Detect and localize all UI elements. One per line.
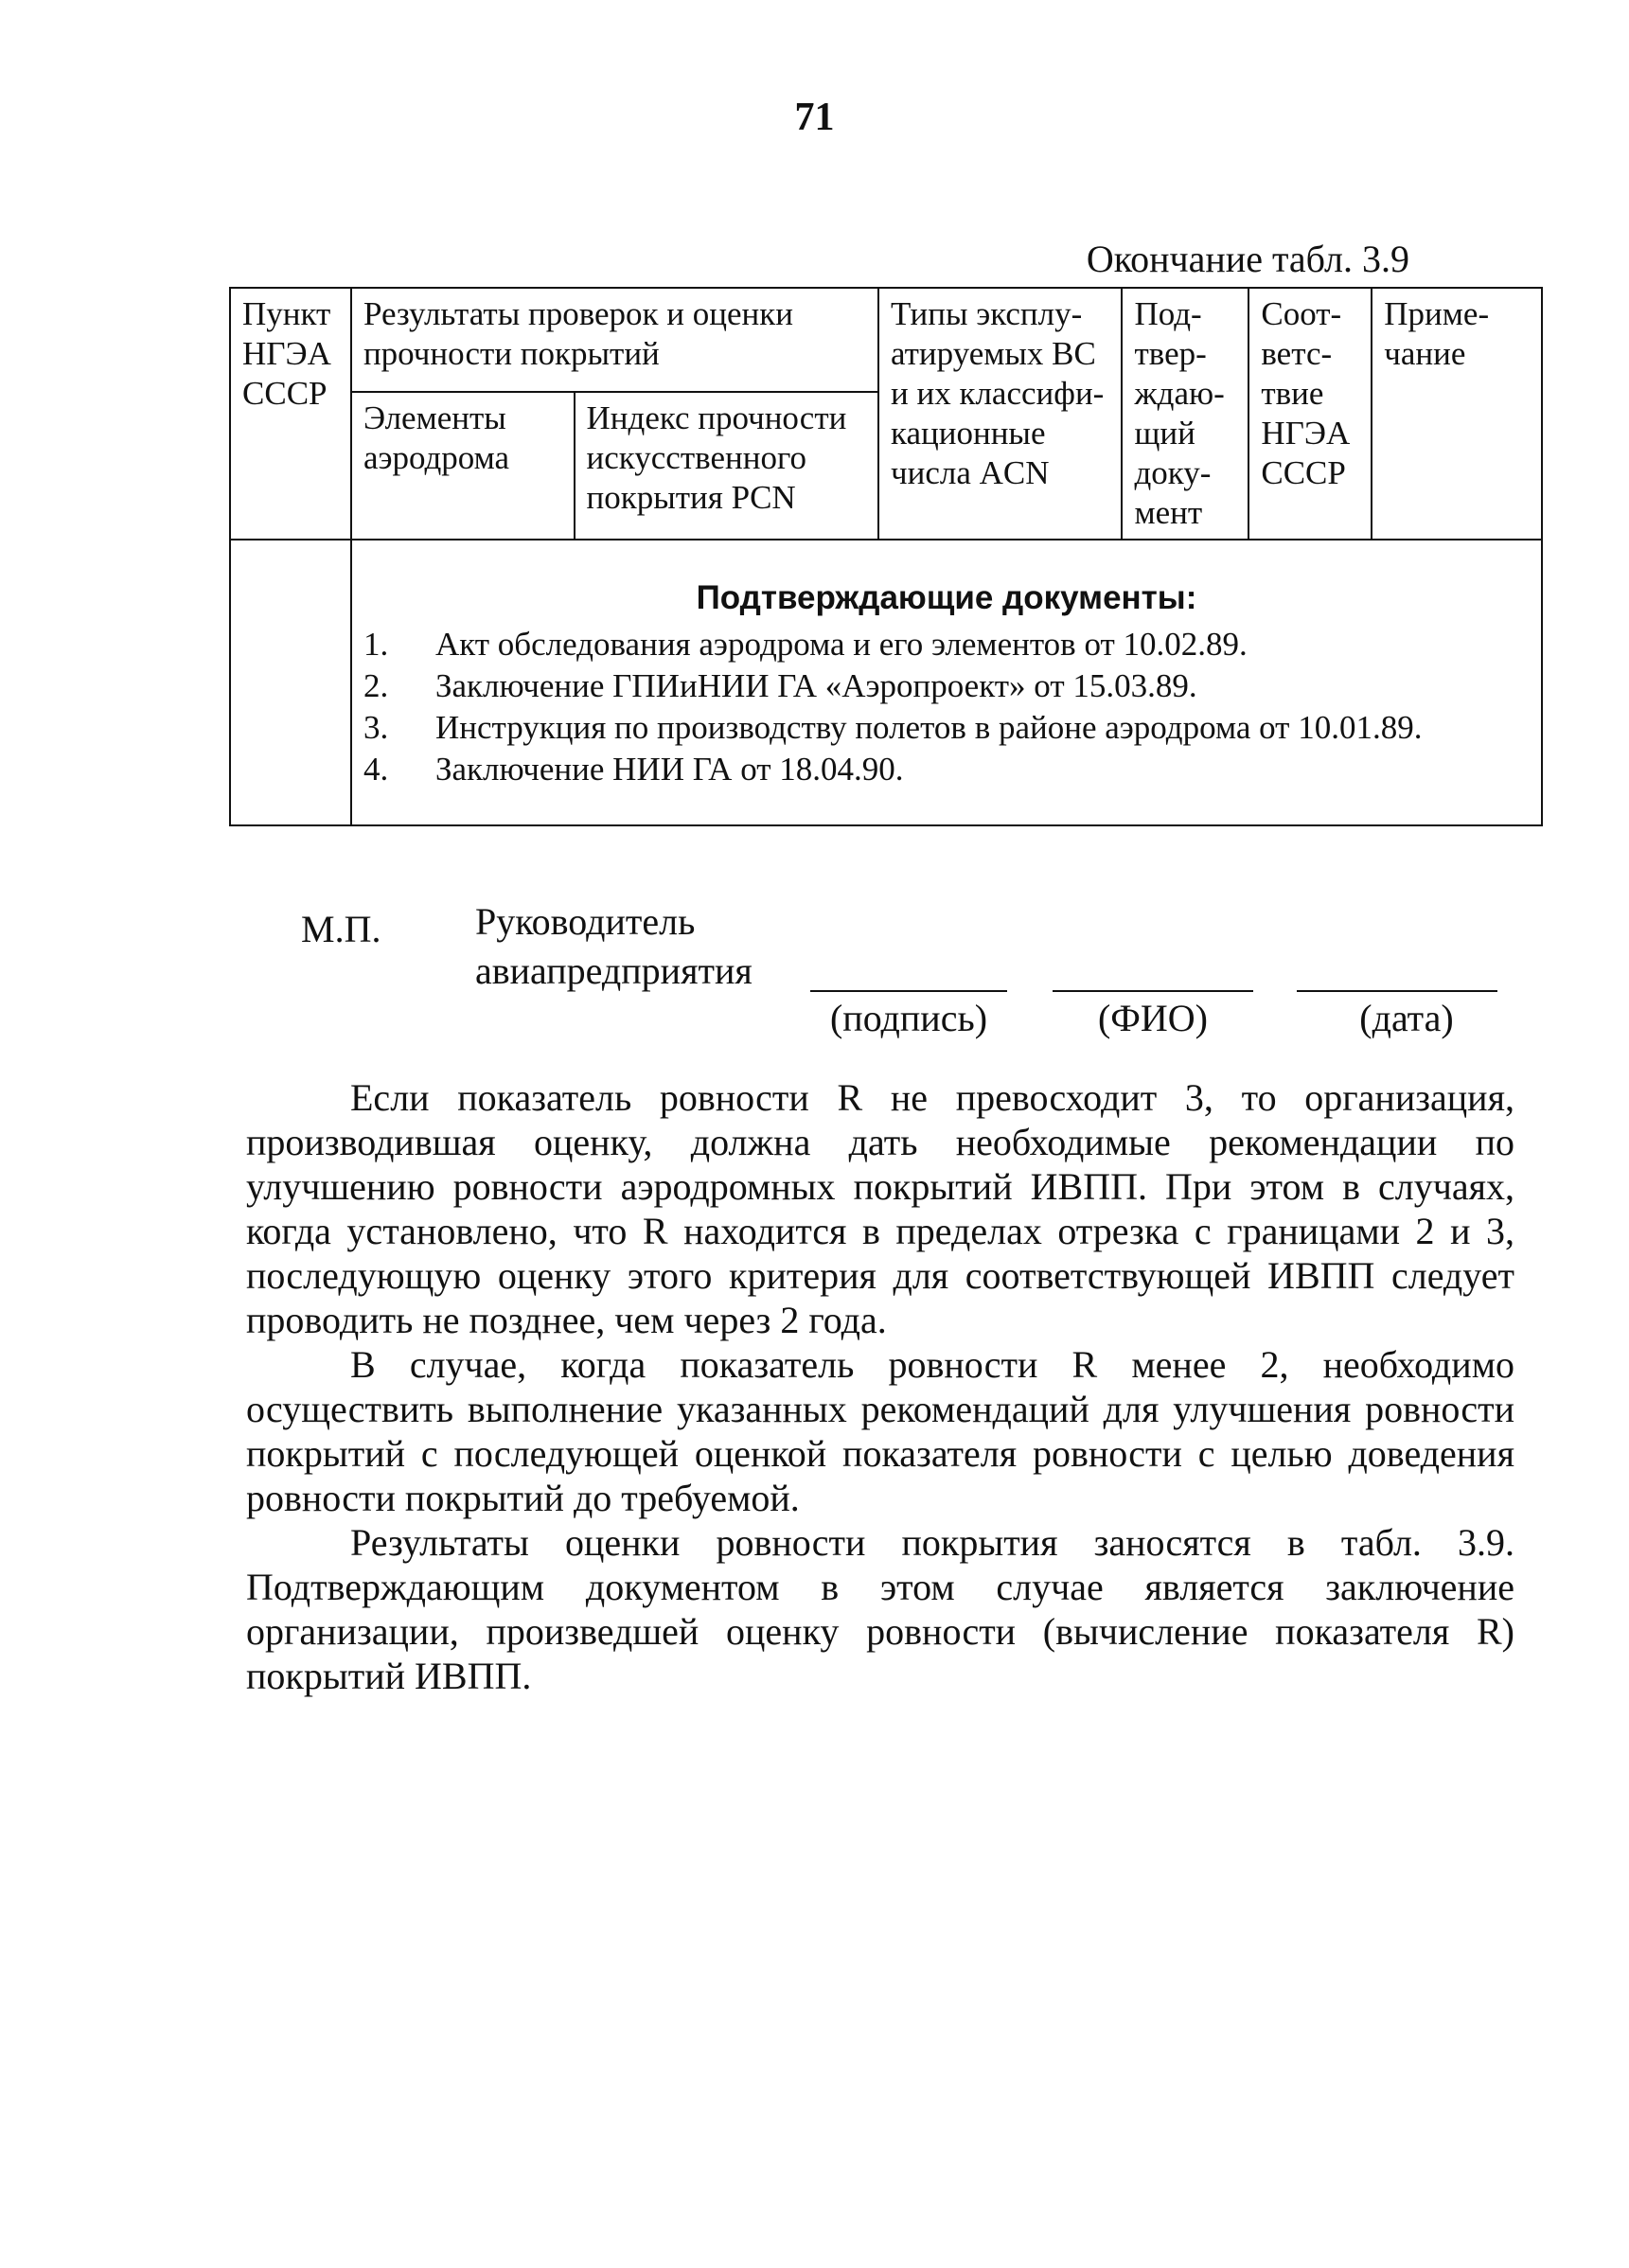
head-title	[475, 897, 753, 996]
document-number: 1.	[363, 626, 389, 663]
header-results: Результаты проверок и оценки прочности покрытий	[351, 288, 878, 392]
document-number: 2.	[363, 667, 389, 704]
document-item	[363, 665, 1530, 707]
signature-line	[810, 990, 1007, 992]
document-item	[363, 624, 1530, 665]
header-point: Пункт НГЭА СССР	[230, 288, 351, 540]
name-line	[1053, 990, 1253, 992]
signature-label: (подпись)	[829, 997, 988, 1039]
table-documents-row	[230, 540, 1542, 825]
paragraph: Результаты оценки ровности покрытия заносятся в табл. 3.9. Подтверждающим документом в этом случае является заключение организации, произведшей оценку ровности (вычисление показателя R) покрытий ИВПП.	[246, 1521, 1514, 1697]
header-aircraft: Типы эксплу-атируемых ВС и их классифи-кационные числа ACN	[878, 288, 1122, 540]
empty-point-cell	[230, 540, 351, 825]
header-note: Приме-чание	[1372, 288, 1542, 540]
document-text: Инструкция по производству полетов в районе аэродрома от 10.01.89.	[434, 709, 1423, 746]
document-item	[363, 707, 1530, 749]
paragraph: Если показатель ровности R не превосходит 3, то организация, производившая оценку, должна дать необходимые рекомендации по улучшению ровности аэродромных покрытий ИВПП. При этом в случаях, когда установлено, что R находится в пределах отрезка с границами 2 и 3, последующую оценку этого критерия для соответствующей ИВПП следует проводить не позднее, чем через 2 года.	[246, 1076, 1514, 1341]
document-text: Заключение ГПИиНИИ ГА «Аэропроект» от 15.03.89.	[434, 667, 1197, 704]
date-label: (дата)	[1359, 997, 1454, 1039]
header-compliance: Соот-ветс-твие НГЭА СССР	[1248, 288, 1372, 540]
document-number: 4.	[363, 751, 389, 788]
head-title-line2: авиапредприятия	[475, 949, 753, 992]
head-title-line1: Руководитель	[475, 900, 696, 943]
documents-title: Подтверждающие документы:	[696, 579, 1197, 616]
table-caption: Окончание табл. 3.9	[1086, 238, 1409, 280]
name-label: (ФИО)	[1097, 997, 1208, 1039]
document-text: Заключение НИИ ГА от 18.04.90.	[434, 751, 904, 788]
document-item	[363, 749, 1530, 790]
document-number: 3.	[363, 709, 389, 746]
stamp-label: М.П.	[301, 908, 381, 950]
header-document: Под-твер-ждаю-щий доку-мент	[1122, 288, 1248, 540]
paragraph: В случае, когда показатель ровности R менее 2, необходимо осуществить выполнение указанных рекомендаций для улучшения ровности покрытий с последующей оценкой показателя ровности с целью доведения ровности покрытий до требуемой.	[246, 1343, 1514, 1519]
body-text	[246, 1075, 1514, 1698]
table-header-row	[230, 288, 1542, 392]
results-table	[229, 287, 1543, 826]
header-pcn: Индекс прочности искусственного покрытия PCN	[575, 392, 879, 540]
documents-cell	[351, 540, 1542, 825]
header-elements: Элементы аэродрома	[351, 392, 575, 540]
date-line	[1297, 990, 1497, 992]
document-text: Акт обследования аэродрома и его элементов от 10.02.89.	[434, 626, 1248, 663]
page-number: 71	[794, 96, 835, 139]
